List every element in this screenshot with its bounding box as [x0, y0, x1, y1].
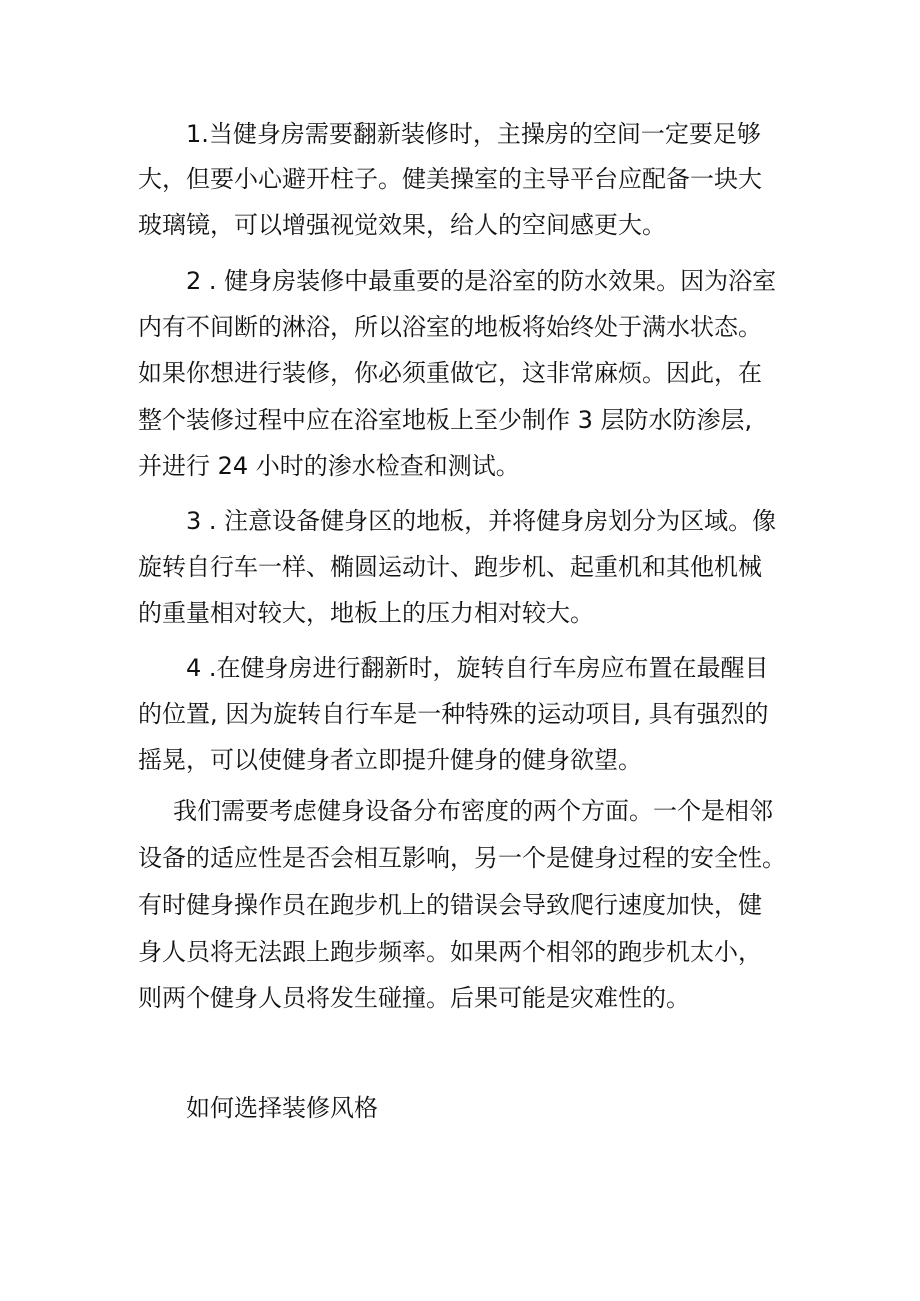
paragraph-1-line-1: 1.当健身房需要翻新装修时，主操房的空间一定要足够 — [186, 120, 761, 148]
paragraph-3-line-1: 3 . 注意设备健身区的地板，并将健身房划分为区域。像 — [186, 507, 777, 535]
paragraph-2-line-4: 整个装修过程中应在浴室地板上至少制作 3 层防水防渗层, — [138, 406, 753, 434]
paragraph-1-line-2: 大，但要小心避开柱子。健美操室的主导平台应配备一块大 — [138, 165, 762, 193]
paragraph-4-line-3: 摇晃，可以使健身者立即提升健身的健身欲望。 — [138, 746, 642, 774]
paragraph-5-line-2: 设备的适应性是否会相互影响，另一个是健身过程的安全性。 — [138, 844, 786, 872]
paragraph-2-line-1: 2 . 健身房装修中最重要的是浴室的防水效果。因为浴室 — [186, 267, 777, 295]
paragraph-5-line-5: 则两个健身人员将发生碰撞。后果可能是灾难性的。 — [138, 984, 690, 1012]
paragraph-1-line-3: 玻璃镜，可以增强视觉效果，给人的空间感更大。 — [138, 211, 666, 239]
paragraph-3-line-2: 旋转自行车一样、椭圆运动计、跑步机、起重机和其他机械 — [138, 553, 762, 581]
paragraph-5-line-1: 我们需要考虑健身设备分布密度的两个方面。一个是相邻 — [173, 797, 773, 825]
section-heading: 如何选择装修风格 — [186, 1094, 378, 1122]
paragraph-2-line-2: 内有不间断的淋浴，所以浴室的地板将始终处于满水状态。 — [138, 313, 762, 341]
paragraph-5-line-3: 有时健身操作员在跑步机上的错误会导致爬行速度加快，健 — [138, 891, 762, 919]
paragraph-5-line-4: 身人员将无法跟上跑步频率。如果两个相邻的跑步机太小， — [138, 938, 762, 966]
paragraph-3-line-3: 的重量相对较大，地板上的压力相对较大。 — [138, 599, 594, 627]
paragraph-2-line-5: 并进行 24 小时的渗水检查和测试。 — [138, 452, 520, 480]
paragraph-2-line-3: 如果你想进行装修，你必须重做它，这非常麻烦。因此，在 — [138, 359, 762, 387]
paragraph-4-line-1: 4 .在健身房进行翻新时，旋转自行车房应布置在最醒目 — [186, 654, 769, 682]
paragraph-4-line-2: 的位置, 因为旋转自行车是一种特殊的运动项目, 具有强烈的 — [138, 700, 769, 728]
